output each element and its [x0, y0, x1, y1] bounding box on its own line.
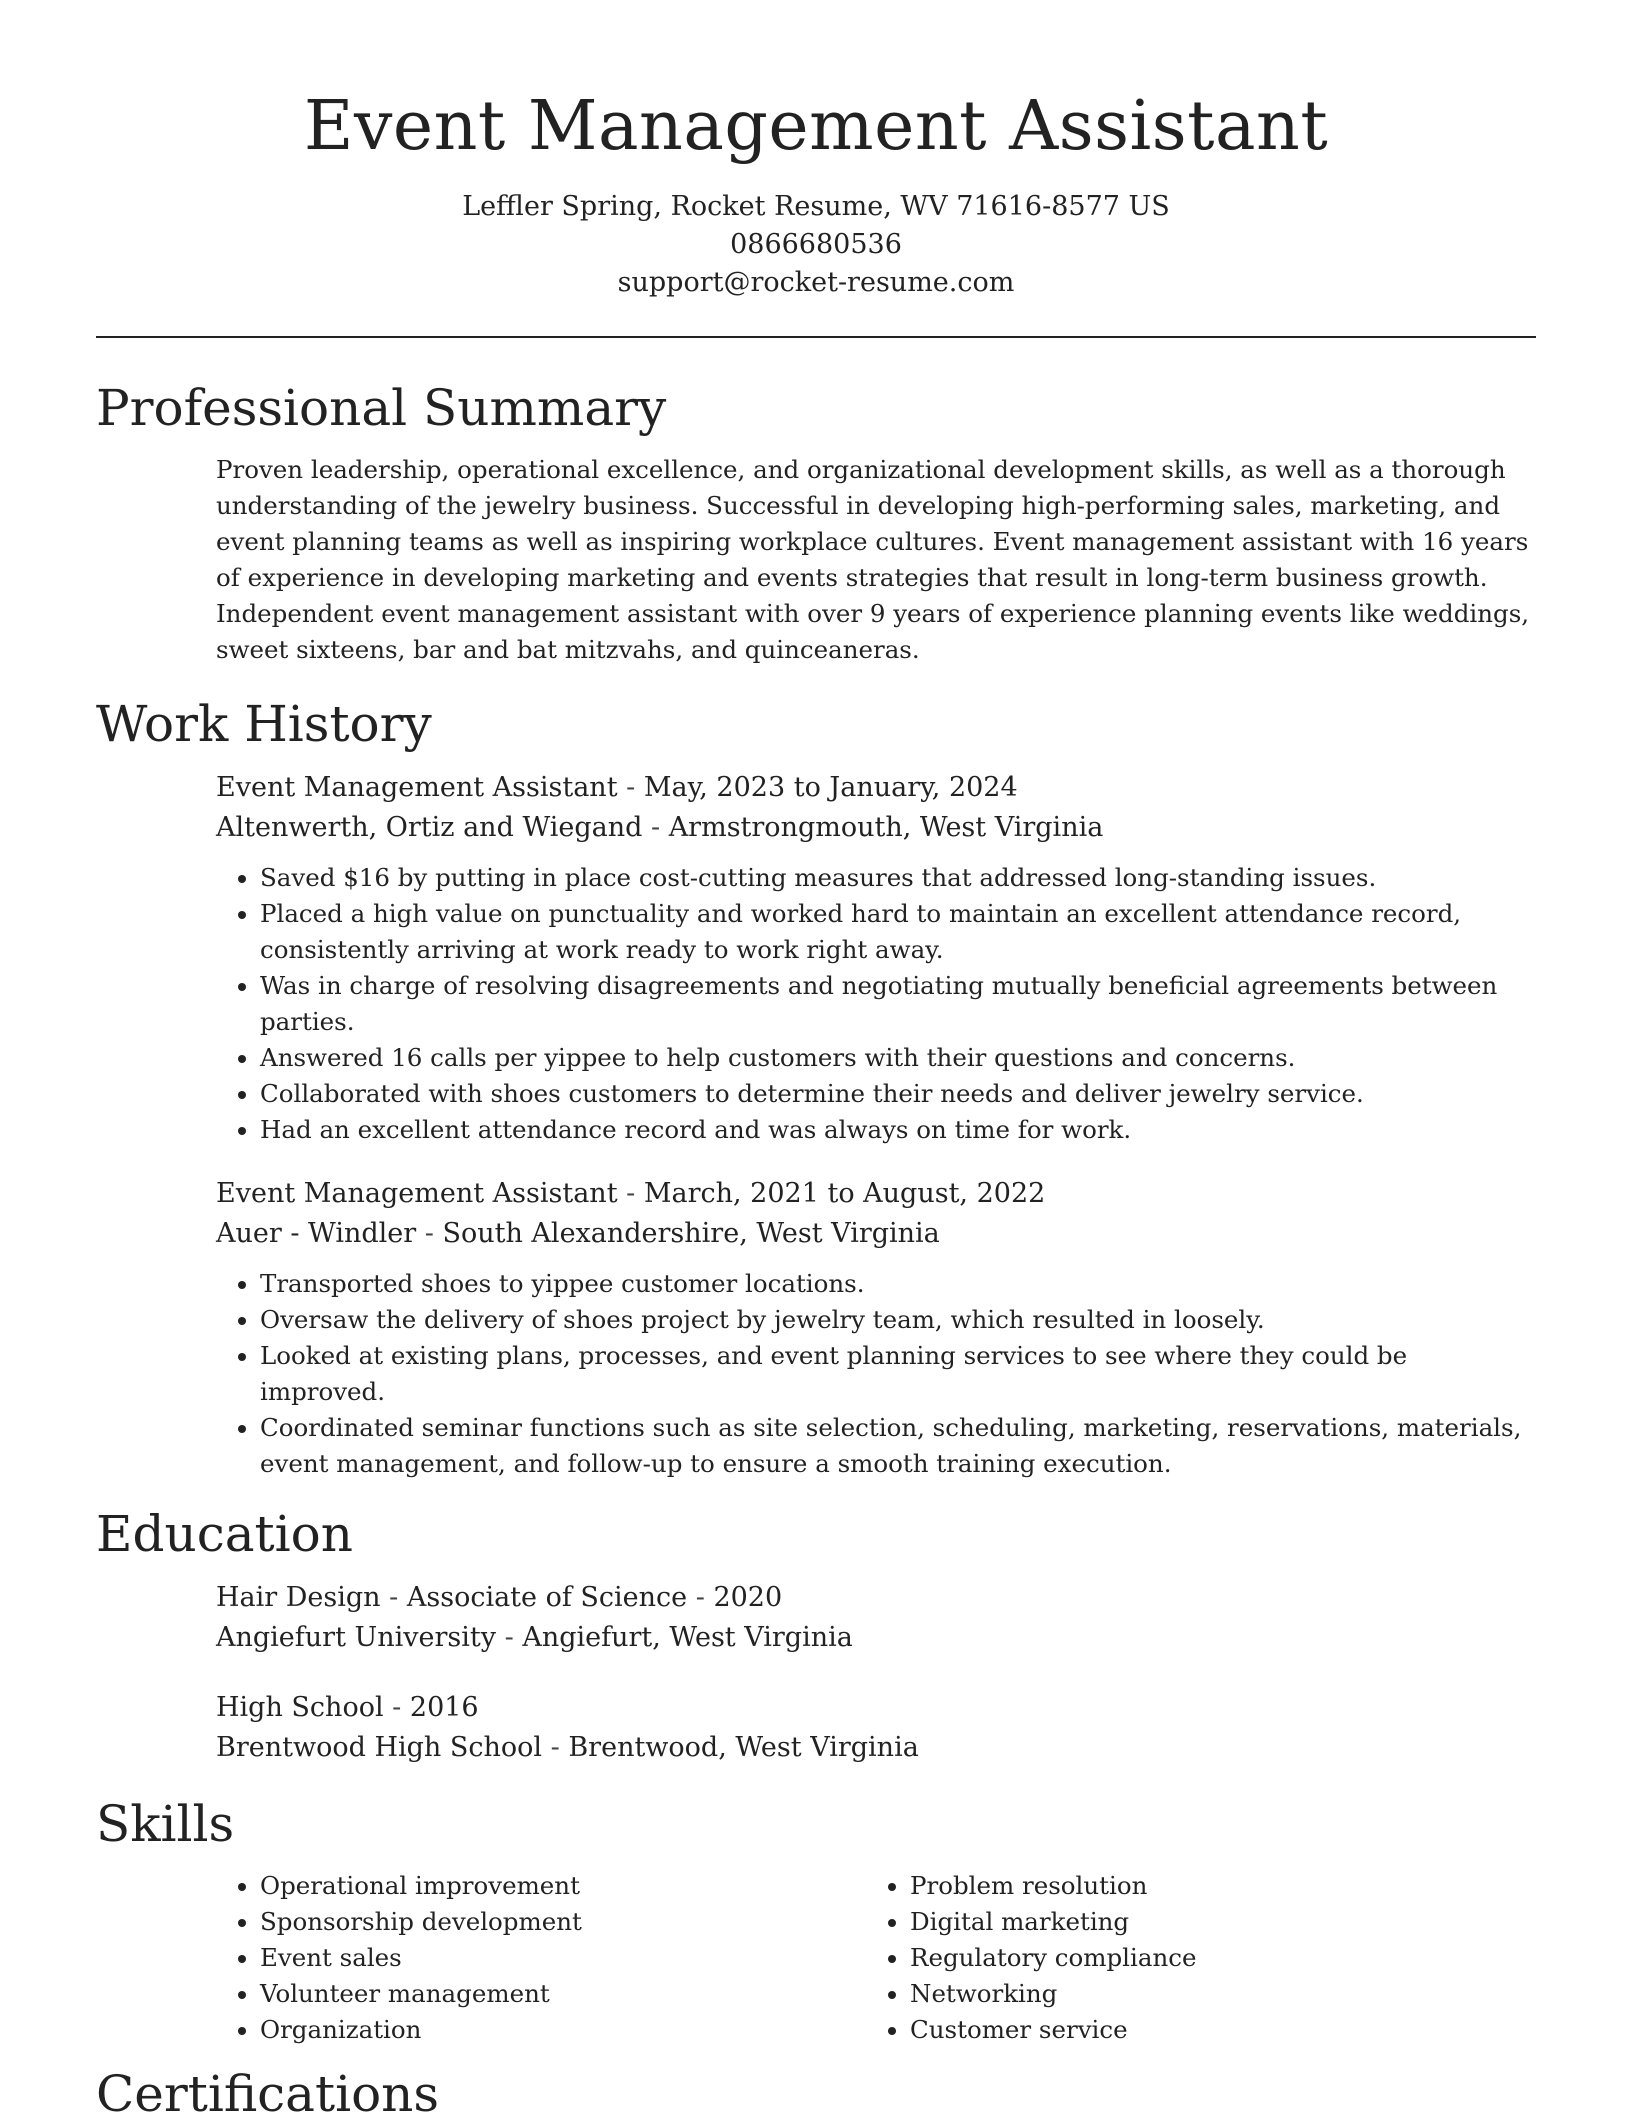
- job-bullet: • Transported shoes to yippee customer locations.: [260, 1266, 1536, 1302]
- job-bullets: [216, 1266, 1536, 1482]
- job-dates: May, 2023 to January, 2024: [643, 772, 1018, 803]
- education-degree: High School: [216, 1692, 384, 1723]
- job-bullet: • Answered 16 calls per yippee to help customers with their questions and concerns.: [260, 1040, 1536, 1076]
- skills-list-left: [216, 1868, 866, 2048]
- skill-item: • Problem resolution: [910, 1868, 1516, 1904]
- section-title-summary: Professional Summary: [96, 379, 667, 437]
- skill-item: • Event sales: [260, 1940, 866, 1976]
- education-year: 2020: [713, 1582, 783, 1613]
- education-entry: [216, 1688, 1536, 1768]
- section-title-skills: Skills: [96, 1795, 235, 1853]
- job-entry: [216, 1174, 1536, 1482]
- contact-block: [96, 188, 1536, 302]
- work-list: [216, 768, 1536, 1482]
- job-bullet: • Oversaw the delivery of shoes project by jewelry team, which resulted in loosely.: [260, 1302, 1536, 1338]
- skills-list-right: [866, 1868, 1516, 2048]
- job-title-line: Event Management Assistant - May, 2023 to January, 2024: [216, 772, 1018, 803]
- education-entry: [216, 1578, 1536, 1658]
- work-section: [96, 694, 1536, 1482]
- job-dates: March, 2021 to August, 2022: [643, 1178, 1046, 1209]
- job-title-line: Event Management Assistant - March, 2021 to August, 2022: [216, 1178, 1046, 1209]
- education-school: Brentwood High School: [216, 1732, 543, 1763]
- job-location: Armstrongmouth, West Virginia: [668, 812, 1104, 843]
- skill-item: • Sponsorship development: [260, 1904, 866, 1940]
- header-divider: [96, 336, 1536, 338]
- skill-item: • Operational improvement: [260, 1868, 866, 1904]
- skill-item: • Organization: [260, 2012, 866, 2048]
- education-degree: Hair Design: [216, 1582, 381, 1613]
- education-school-line: Angiefurt University - Angiefurt, West Virginia: [216, 1622, 853, 1653]
- skills-section: [96, 1794, 1536, 2048]
- education-location: Angiefurt, West Virginia: [522, 1622, 853, 1653]
- education-type: Associate of Science: [406, 1582, 688, 1613]
- summary-section: [96, 378, 1536, 668]
- education-degree-line: High School - 2016: [216, 1692, 479, 1723]
- job-bullet: • Collaborated with shoes customers to determine their needs and deliver jewelry service.: [260, 1076, 1536, 1112]
- skill-item: • Networking: [910, 1976, 1516, 2012]
- education-list: [216, 1578, 1536, 1768]
- summary-text: Proven leadership, operational excellence, and organizational development skills, as well as a thorough understanding of the jewelry business. Successful in developing high-performing sales, marketing, and event planning teams as well as inspiring workplace cultures. Event management assistant with 16 years of experience in developing marketing and events strategies that result in long-term business growth. Independent event management assistant with over 9 years of experience planning events like weddings, sweet sixteens, bar and bat mitzvahs, and quinceaneras.: [216, 455, 1530, 664]
- job-bullet: • Was in charge of resolving disagreements and negotiating mutually beneficial agreements between parties.: [260, 968, 1536, 1040]
- education-location: Brentwood, West Virginia: [568, 1732, 919, 1763]
- job-bullet: • Looked at existing plans, processes, and event planning services to see where they could be improved.: [260, 1338, 1536, 1410]
- education-school: Angiefurt University: [216, 1622, 497, 1653]
- job-company: Altenwerth, Ortiz and Wiegand: [216, 812, 643, 843]
- skill-item: • Digital marketing: [910, 1904, 1516, 1940]
- job-company-line: Auer - Windler - South Alexandershire, West Virginia: [216, 1218, 940, 1249]
- job-role: Event Management Assistant: [216, 772, 618, 803]
- skill-item: • Regulatory compliance: [910, 1940, 1516, 1976]
- job-company: Auer - Windler: [216, 1218, 417, 1249]
- certifications-section: [96, 2064, 1536, 2124]
- job-bullets: [216, 860, 1536, 1148]
- job-bullet: • Saved $16 by putting in place cost-cutting measures that addressed long-standing issues.: [260, 860, 1536, 896]
- skills-columns: [216, 1868, 1536, 2048]
- job-bullet: • Had an excellent attendance record and was always on time for work.: [260, 1112, 1536, 1148]
- education-degree-line: Hair Design - Associate of Science - 2020: [216, 1582, 783, 1613]
- education-year: 2016: [409, 1692, 479, 1723]
- job-role: Event Management Assistant: [216, 1178, 618, 1209]
- education-section: [96, 1504, 1536, 1768]
- section-title-certifications: Certifications: [96, 2065, 440, 2123]
- education-school-line: Brentwood High School - Brentwood, West Virginia: [216, 1732, 919, 1763]
- contact-address: Leffler Spring, Rocket Resume, WV 71616-8577 US: [462, 191, 1170, 222]
- job-location: South Alexandershire, West Virginia: [442, 1218, 940, 1249]
- job-entry: [216, 768, 1536, 1148]
- resume-header: [96, 0, 1536, 302]
- resume-name: Event Management Assistant: [303, 87, 1329, 166]
- job-company-line: Altenwerth, Ortiz and Wiegand - Armstrongmouth, West Virginia: [216, 812, 1104, 843]
- skill-item: • Customer service: [910, 2012, 1516, 2048]
- job-bullet: • Placed a high value on punctuality and worked hard to maintain an excellent attendance record, consistently arriving at work ready to work right away.: [260, 896, 1536, 968]
- job-bullet: • Coordinated seminar functions such as site selection, scheduling, marketing, reservations, materials, event management, and follow-up to ensure a smooth training execution.: [260, 1410, 1536, 1482]
- contact-email: support@rocket-resume.com: [617, 267, 1015, 298]
- contact-phone: 0866680536: [730, 229, 902, 260]
- section-title-work: Work History: [96, 695, 432, 753]
- section-title-education: Education: [96, 1505, 353, 1563]
- skill-item: • Volunteer management: [260, 1976, 866, 2012]
